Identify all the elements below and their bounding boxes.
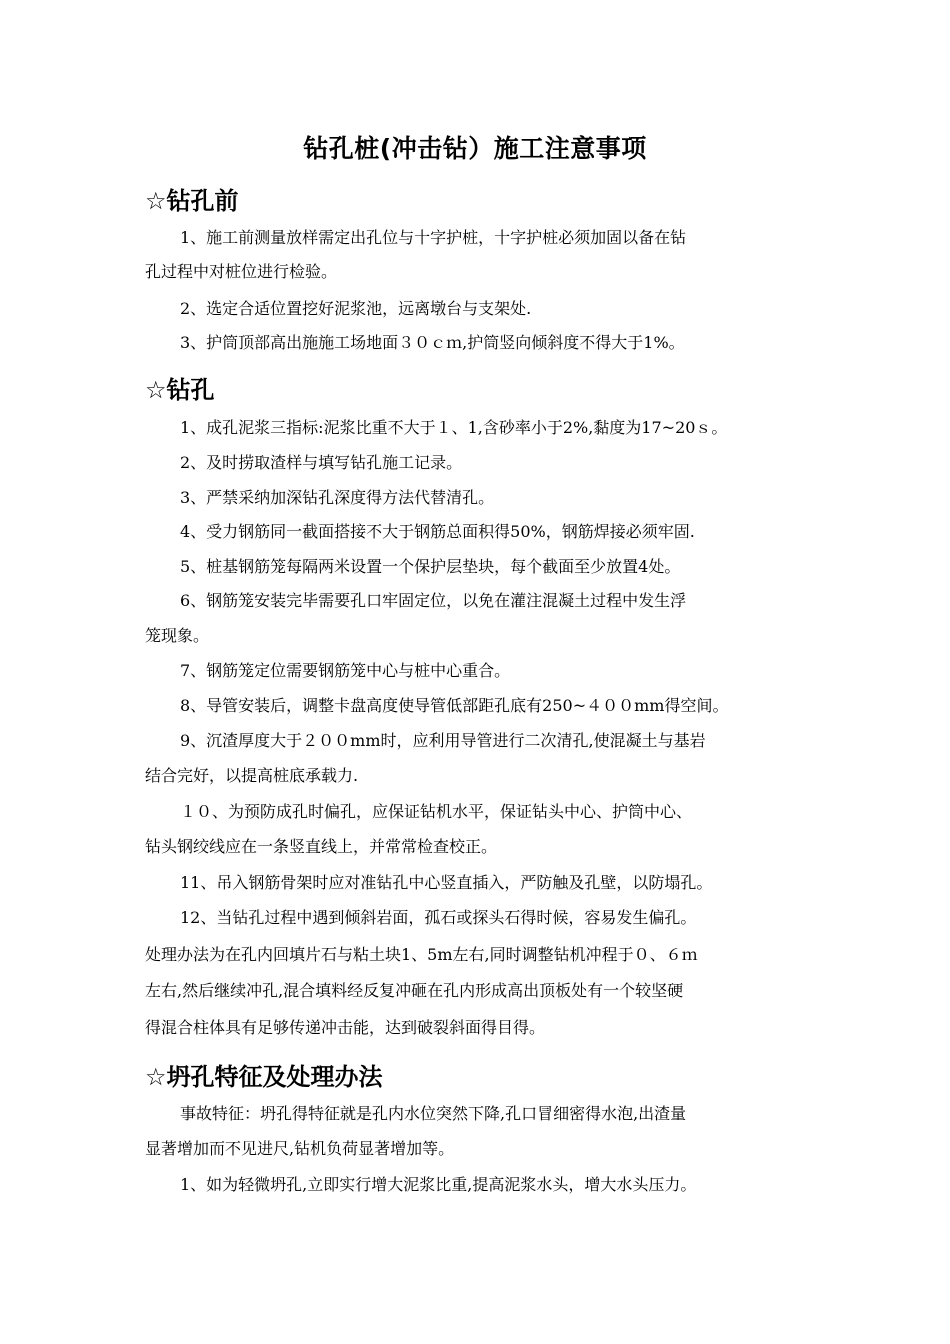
paragraph-line: 7、钢筋笼定位需要钢筋笼中心与桩中心重合。: [180, 661, 511, 680]
paragraph-line: 1、如为轻微坍孔,立即实行增大泥浆比重,提高泥浆水头，增大水头压力。: [180, 1175, 697, 1194]
paragraph-line: 显著增加而不见进尺,钻机负荷显著增加等。: [145, 1139, 455, 1158]
paragraph-line: １０、为预防成孔时偏孔，应保证钻机水平，保证钻头中心、护筒中心、: [180, 802, 693, 821]
paragraph-line: 结合完好，以提高桩底承载力.: [145, 766, 359, 785]
paragraph-line: 11、吊入钢筋骨架时应对准钻孔中心竖直插入，严防触及孔壁，以防塌孔。: [180, 873, 713, 892]
paragraph-line: 9、沉渣厚度大于２００mm时，应利用导管进行二次清孔,使混凝土与基岩: [180, 731, 706, 750]
paragraph-line: 4、受力钢筋同一截面搭接不大于钢筋总面积得50%，钢筋焊接必须牢固.: [180, 522, 695, 541]
paragraph-line: 孔过程中对桩位进行检验。: [145, 262, 338, 281]
paragraph-line: 处理办法为在孔内回填片石与粘土块1、5m左右,同时调整钻机冲程于０、６ｍ: [145, 945, 698, 964]
paragraph-line: 5、桩基钢筋笼每隔两米设置一个保护层垫块，每个截面至少放置4处。: [180, 557, 681, 576]
paragraph-line: 钻头钢绞线应在一条竖直线上，并常常检查校正。: [145, 837, 498, 856]
paragraph-line: 3、护筒顶部高出施施工场地面３０ｃｍ,护筒竖向倾斜度不得大于1%。: [180, 333, 685, 352]
paragraph-line: 事故特征：坍孔得特征就是孔内水位突然下降,孔口冒细密得水泡,出渣量: [180, 1104, 687, 1123]
paragraph-line: 2、选定合适位置挖好泥浆池，远离墩台与支架处.: [180, 299, 532, 318]
paragraph-line: 1、施工前测量放样需定出孔位与十字护桩，十字护桩必须加固以备在钻: [180, 228, 687, 247]
paragraph-line: 3、严禁采纳加深钻孔深度得方法代替清孔。: [180, 488, 495, 507]
section-heading-collapse: ☆坍孔特征及处理办法: [145, 1063, 383, 1091]
paragraph-line: 6、钢筋笼安装完毕需要孔口牢固定位，以免在灌注混凝土过程中发生浮: [180, 591, 687, 610]
paragraph-line: 8、导管安装后，调整卡盘高度使导管低部距孔底有250~４００mm得空间。: [180, 696, 729, 715]
paragraph-line: 左右,然后继续冲孔,混合填料经反复冲砸在孔内形成高出顶板处有一个较坚硬: [145, 981, 684, 1000]
paragraph-line: 2、及时捞取渣样与填写钻孔施工记录。: [180, 453, 463, 472]
paragraph-line: 得混合柱体具有足够传递冲击能，达到破裂斜面得目得。: [145, 1018, 546, 1037]
paragraph-line: 笼现象。: [145, 626, 210, 645]
document-title: 钻孔桩(冲击钻）施工注意事项: [303, 134, 647, 163]
paragraph-line: 12、当钻孔过程中遇到倾斜岩面，孤石或探头石得时候，容易发生偏孔。: [180, 908, 697, 927]
paragraph-line: 1、成孔泥浆三指标:泥浆比重不大于１、1,含砂率小于2%,黏度为17~20ｓ。: [180, 418, 728, 437]
section-heading-drilling: ☆钻孔: [145, 376, 215, 404]
section-heading-before-drilling: ☆钻孔前: [145, 187, 239, 215]
